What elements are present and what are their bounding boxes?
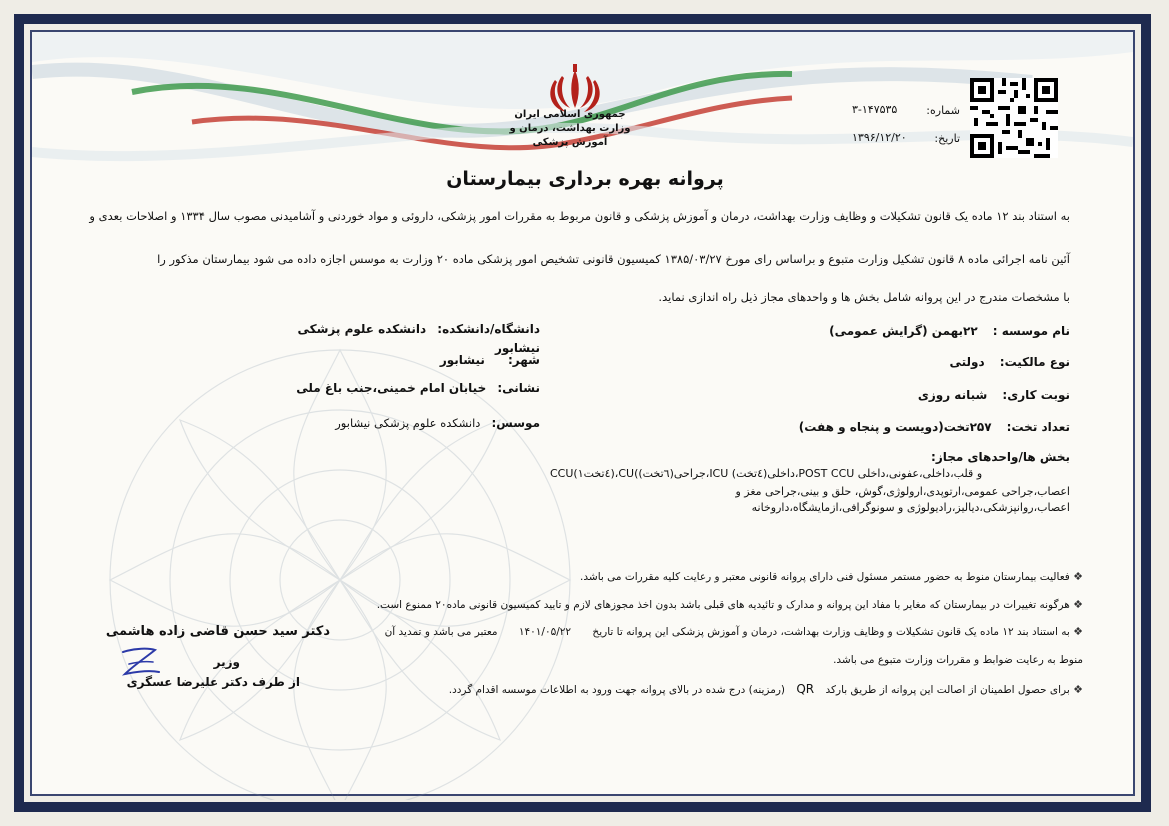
note-1-text: فعالیت بیمارستان منوط به حضور مستمر مسئول فنی دارای پروانه قانونی معتبر و رعایت کلیه مقررات می باشد. [580,571,1070,583]
diamond-bullet-icon: ❖ [1073,625,1083,638]
note-4-text-b: (رمزینه) درج شده در بالای پروانه جهت ورود به اطلاعات موسسه اقدام گردد. [448,684,786,696]
number-label: شماره: [926,104,960,117]
university-value: دانشکده علوم پزشکی نیشابور [297,322,540,355]
qr-code-icon [970,78,1058,158]
number-value: ۳-۱۴۷۵۳۵ [852,103,898,116]
note-2-text: هرگونه تغییرات در بیمارستان که مغایر با مفاد این پروانه و مدارک و تائیدیه های قبلی باشد بدون اخذ مجوزهای لازم و تایید کمیسیون قانونی ماده۲۰ ممنوع است. [376,599,1070,611]
note-3 [323,625,1083,638]
address-value: خیابان امام خمینی،جنب باغ ملی [296,381,487,395]
note-4-text-a: برای حصول اطمینان از اصالت این پروانه از طریق بارکد [825,684,1070,696]
founder-label: موسس: [491,416,540,430]
departments-line-3: اعصاب،روانپزشکی،دیالیز،رادیولوژی و سونوگرافی،ازمایشگاه،داروخانه [751,501,1070,514]
on-behalf-of: از طرف دکتر علیرضا عسگری [126,675,300,689]
note-1 [323,570,1083,583]
departments-heading: بخش ها/واحدهای مجاز: [931,450,1070,464]
note-4 [323,682,1083,696]
signatory-name: دکتر سید حسن قاضی زاده هاشمی [105,624,330,639]
emblem-text-line1: جمهوری اسلامی ایران [514,109,626,120]
note-3-text-b: معتبر می باشد و تمدید آن [384,626,498,638]
city-label: شهر: [508,353,540,367]
founder-value: دانشکده علوم پزشکی نیشابور [335,416,481,430]
beds-label: تعداد تخت: [1006,420,1070,434]
note-4-qr: QR [796,682,815,696]
signatory-role: وزیر [213,655,240,669]
field-ownership [730,351,1070,370]
departments-line-2: اعصاب،جراحی عمومی،ارتوپدی،ارولوژی،گوش، حلق و بینی،جراحی مغز و [735,485,1070,498]
field-city [280,349,540,368]
field-founder [280,412,540,431]
institute-name-label: نام موسسه : [992,324,1070,338]
ministry-emblem-text [500,108,640,150]
departments-line-1: CCU(۱٤تخت)،CU(جراحی(٦تخت)،ICU داخلی(٤تخت)،POST CCU و قلب،داخلی،عفونی،داخلی [550,467,983,480]
note-2 [323,598,1083,611]
ownership-value: دولتی [949,355,985,369]
intro-line-3: با مشخصات مندرج در این پروانه شامل بخش ها و واحدهای مجاز ذیل راه اندازی نماید. [658,290,1070,304]
university-label: دانشگاه/دانشکده: [437,322,540,336]
diamond-bullet-icon: ❖ [1073,570,1083,583]
intro-line-1: به استناد بند ۱۲ ماده یک قانون تشکیلات و وظایف وزارت بهداشت، درمان و آموزش پزشکی و قانون مربوط به مقررات امور پزشکی، داروئی و مواد خوردنی و آشامیدنی مصوب سال ۱۳۳۴ و اصلاحات بعدی و [89,209,1070,223]
date-value: ۱۳۹۶/۱۲/۲۰ [852,131,907,144]
institute-name-value: ۲۲بهمن (گرایش عمومی) [829,324,978,338]
emblem-text-line2: وزارت بهداشت، درمان و آموزش پزشکی [509,123,631,148]
note-3-date: ۱۴۰۱/۰۵/۲۲ [518,626,572,638]
field-institute-name [730,320,1070,339]
address-label: نشانی: [497,381,540,395]
diamond-bullet-icon: ❖ [1073,683,1083,696]
date-label: تاریخ: [934,132,960,145]
ownership-label: نوع مالکیت: [999,355,1070,369]
beds-value: ۲۵۷تخت(دویست و پنجاه و هفت) [798,420,992,434]
city-value: نیشابور [439,353,485,367]
intro-line-2: آئین نامه اجرائی ماده ۸ قانون تشکیل وزارت متبوع و براساس رای مورخ ۱۳۸۵/۰۳/۲۷ کمیسیون قانونی تشخیص امور پزشکی ماده ۲۰ وزارت به موسس اجازه داده می شود بیمارستان مذکور را [157,252,1070,266]
shift-value: شبانه روزی [917,388,988,402]
field-shift [730,384,1070,403]
document-title: پروانه بهره برداری بیمارستان [446,168,724,190]
shift-label: نوبت کاری: [1002,388,1070,402]
field-address [280,377,540,396]
diamond-bullet-icon: ❖ [1073,598,1083,611]
note-3-text-a: به استناد بند ۱۲ ماده یک قانون تشکیلات و وظایف وزارت بهداشت، درمان و آموزش پزشکی این پروانه تا تاریخ [592,626,1070,638]
field-beds [730,416,1070,435]
note-3-continued: منوط به رعایت ضوابط و مقررات وزارت متبوع می باشد. [833,654,1083,666]
